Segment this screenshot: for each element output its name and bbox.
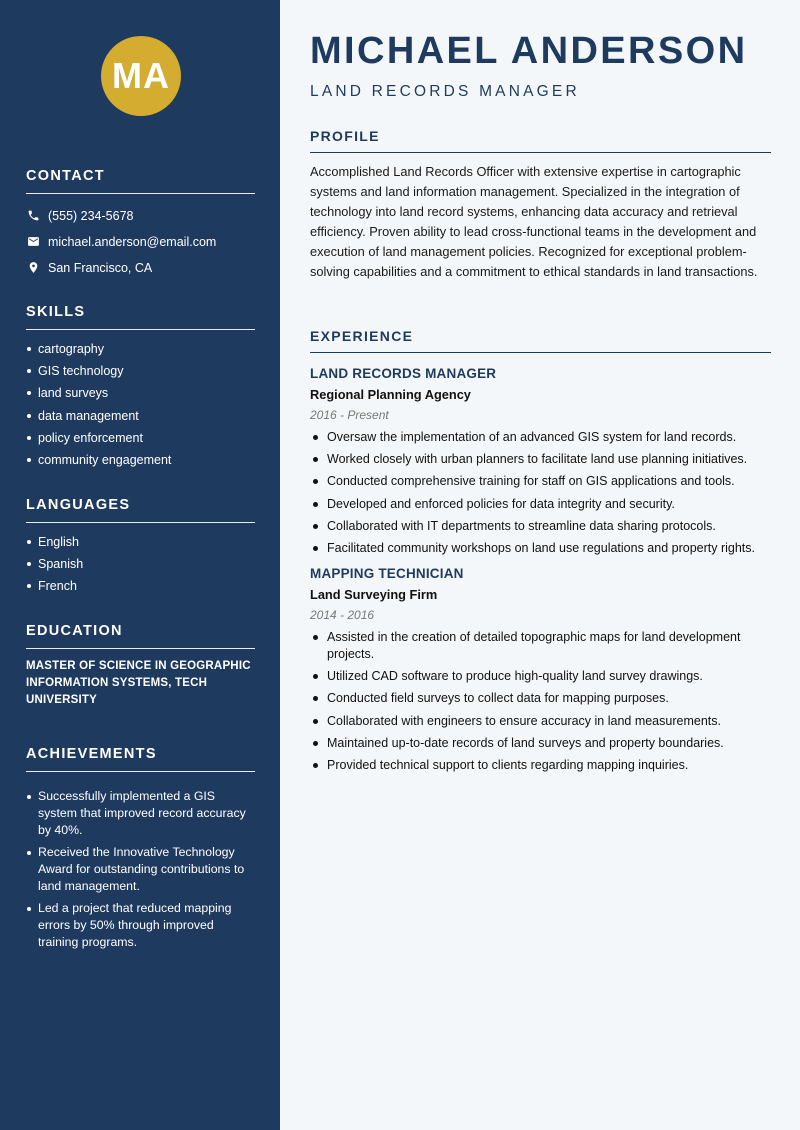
list-item: Conducted comprehensive training for staff on GIS applications and tools.	[310, 473, 771, 490]
list-item: policy enforcement	[26, 430, 255, 446]
profile-section	[310, 128, 771, 282]
list-item: Collaborated with IT departments to streamline data sharing protocols.	[310, 518, 771, 535]
list-item: Conducted field surveys to collect data for mapping purposes.	[310, 690, 771, 707]
location-text: San Francisco, CA	[48, 260, 153, 275]
education-section	[26, 623, 255, 709]
list-item: Worked closely with urban planners to facilitate land use planning initiatives.	[310, 451, 771, 468]
list-item: Assisted in the creation of detailed topographic maps for land development projects.	[310, 629, 771, 663]
experience-heading: EXPERIENCE	[310, 328, 771, 353]
list-item: Utilized CAD software to produce high-quality land survey drawings.	[310, 668, 771, 685]
list-item: Oversaw the implementation of an advanced GIS system for land records.	[310, 429, 771, 446]
avatar: MA	[101, 36, 181, 116]
list-item: Collaborated with engineers to ensure accuracy in land measurements.	[310, 713, 771, 730]
skills-list	[26, 341, 255, 468]
job-company: Regional Planning Agency	[310, 387, 471, 402]
candidate-name: MICHAEL ANDERSON	[310, 30, 748, 72]
achievements-list	[26, 788, 255, 951]
profile-text: Accomplished Land Records Officer with extensive expertise in cartographic systems and land information management. Specialized in the integration of technology into land record systems, enhancing data accuracy and retrieval efficiency. Proven ability to lead cross-functional teams in the development and execution of land management policies. Recognized for exceptional problem-solving capabilities and a commitment to ethical standards in land transactions.	[310, 164, 758, 279]
contact-location	[26, 259, 255, 276]
contact-email	[26, 233, 255, 250]
list-item: Provided technical support to clients regarding mapping inquiries.	[310, 757, 771, 774]
languages-section	[26, 497, 255, 601]
list-item: Led a project that reduced mapping errors by 50% through improved training programs.	[26, 900, 255, 951]
email-text[interactable]: michael.anderson@email.com	[48, 234, 217, 249]
job-entry	[310, 566, 771, 774]
education-heading: EDUCATION	[26, 623, 255, 649]
list-item: Maintained up-to-date records of land surveys and property boundaries.	[310, 735, 771, 752]
job-title: LAND RECORDS MANAGER	[310, 366, 497, 381]
profile-heading: PROFILE	[310, 128, 771, 153]
job-title: MAPPING TECHNICIAN	[310, 565, 464, 581]
candidate-role: LAND RECORDS MANAGER	[310, 83, 580, 100]
list-item: GIS technology	[26, 363, 255, 379]
skills-section	[26, 304, 255, 474]
contact-phone	[26, 207, 255, 224]
job-dates: 2016 - Present	[310, 408, 389, 422]
job-bullets	[310, 629, 771, 774]
list-item: Received the Innovative Technology Award for outstanding contributions to land management.	[26, 844, 255, 895]
list-item: Facilitated community workshops on land use regulations and property rights.	[310, 540, 771, 557]
list-item: land surveys	[26, 385, 255, 401]
languages-heading: LANGUAGES	[26, 497, 255, 523]
achievements-section	[26, 746, 255, 956]
contact-section	[26, 168, 255, 276]
sidebar	[0, 0, 280, 1130]
job-dates: 2014 - 2016	[310, 607, 375, 622]
contact-heading: CONTACT	[26, 168, 255, 194]
experience-section	[310, 328, 771, 779]
phone-icon	[26, 209, 40, 223]
achievements-heading: ACHIEVEMENTS	[26, 746, 255, 772]
list-item: French	[26, 578, 255, 594]
languages-list	[26, 534, 255, 594]
list-item: data management	[26, 408, 255, 424]
list-item: community engagement	[26, 452, 255, 468]
list-item: Successfully implemented a GIS system that improved record accuracy by 40%.	[26, 788, 255, 839]
mail-icon	[26, 235, 40, 249]
job-company: Land Surveying Firm	[310, 586, 438, 602]
location-pin-icon	[26, 261, 40, 275]
list-item: Developed and enforced policies for data integrity and security.	[310, 496, 771, 513]
list-item: English	[26, 534, 255, 550]
skills-heading: SKILLS	[26, 304, 255, 330]
job-bullets	[310, 429, 771, 557]
job-entry	[310, 366, 771, 557]
phone-text[interactable]: (555) 234-5678	[48, 208, 134, 223]
education-degree: MASTER OF SCIENCE IN GEOGRAPHIC INFORMATION SYSTEMS, TECH UNIVERSITY	[26, 660, 251, 706]
list-item: Spanish	[26, 556, 255, 572]
list-item: cartography	[26, 341, 255, 357]
